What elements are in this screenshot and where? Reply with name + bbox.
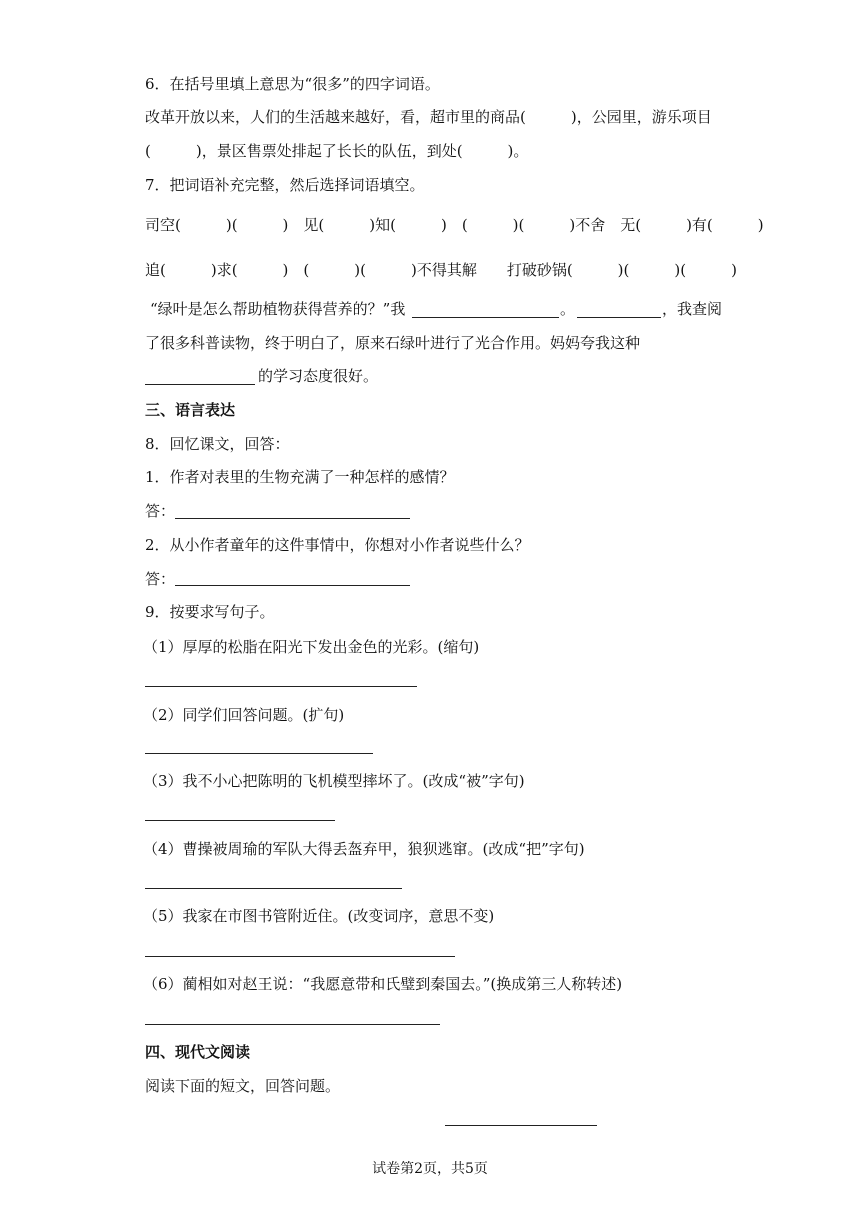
q9-item: （1）厚厚的松脂在阳光下发出金色的光彩。(缩句) bbox=[143, 638, 480, 656]
answer-blank[interactable] bbox=[145, 686, 417, 687]
q7-para1: “绿叶是怎么帮助植物获得营养的？”我 bbox=[150, 300, 406, 318]
q7-idiom-row2: 追( )求( ) ( )( )不得其解 打破砂锅( )( )( ) bbox=[145, 261, 737, 279]
answer-blank[interactable] bbox=[175, 585, 410, 586]
q8-answer-label: 答： bbox=[145, 502, 176, 520]
q8-title: 8．回忆课文，回答： bbox=[145, 435, 290, 453]
q7-para3: 的学习态度很好。 bbox=[258, 367, 379, 385]
q7-para2: 了很多科普读物，终于明白了，原来石绿叶进行了光合作用。妈妈夸我这种 bbox=[145, 334, 641, 352]
answer-blank[interactable] bbox=[412, 317, 559, 318]
answer-blank[interactable] bbox=[145, 1024, 440, 1025]
answer-blank[interactable] bbox=[175, 518, 410, 519]
q7-idiom-row1: 司空( )( ) 见( )知( ) ( )( )不舍 无( )有( ) bbox=[145, 216, 764, 234]
q9-item: （5）我家在市图书管附近住。(改变词序，意思不变) bbox=[143, 907, 495, 925]
q6-title: 6．在括号里填上意思为“很多”的四字词语。 bbox=[145, 75, 440, 93]
q6-line1: 改革开放以来，人们的生活越来越好，看，超市里的商品( )，公园里，游乐项目 bbox=[145, 108, 712, 126]
q9-item: （6）蔺相如对赵王说：“我愿意带和氏璧到秦国去。”(换成第三人称转述) bbox=[143, 975, 623, 993]
answer-blank[interactable] bbox=[145, 384, 255, 385]
q7-para1-end: ，我查阅 bbox=[662, 300, 723, 318]
q8-sub2: 2．从小作者童年的这件事情中，你想对小作者说些什么？ bbox=[145, 536, 530, 554]
answer-blank[interactable] bbox=[145, 753, 373, 754]
section-heading: 四、现代文阅读 bbox=[145, 1043, 251, 1061]
q7-para1-period: 。 bbox=[560, 300, 576, 318]
q9-title: 9．按要求写句子。 bbox=[145, 603, 275, 621]
q7-title: 7．把词语补充完整，然后选择词语填空。 bbox=[145, 176, 425, 194]
q9-item: （2）同学们回答问题。(扩句) bbox=[143, 706, 345, 724]
answer-blank[interactable] bbox=[145, 956, 455, 957]
section-heading: 三、语言表达 bbox=[145, 401, 236, 419]
answer-blank[interactable] bbox=[145, 820, 335, 821]
answer-blank[interactable] bbox=[577, 317, 661, 318]
page-footer: 试卷第2页，共5页 bbox=[372, 1161, 488, 1177]
answer-blank[interactable] bbox=[145, 888, 402, 889]
q8-sub1: 1．作者对表里的生物充满了一种怎样的感情？ bbox=[145, 468, 455, 486]
q9-item: （4）曹操被周瑜的军队大得丢盔弃甲，狼狈逃窜。(改成“把”字句) bbox=[143, 840, 585, 858]
q9-item: （3）我不小心把陈明的飞机模型摔坏了。(改成“被”字句) bbox=[143, 772, 525, 790]
q8-answer-label: 答： bbox=[145, 570, 176, 588]
title-blank[interactable] bbox=[445, 1125, 597, 1126]
q6-line2: ( )，景区售票处排起了长长的队伍，到处( )。 bbox=[145, 142, 529, 160]
reading-intro: 阅读下面的短文，回答问题。 bbox=[145, 1077, 341, 1095]
